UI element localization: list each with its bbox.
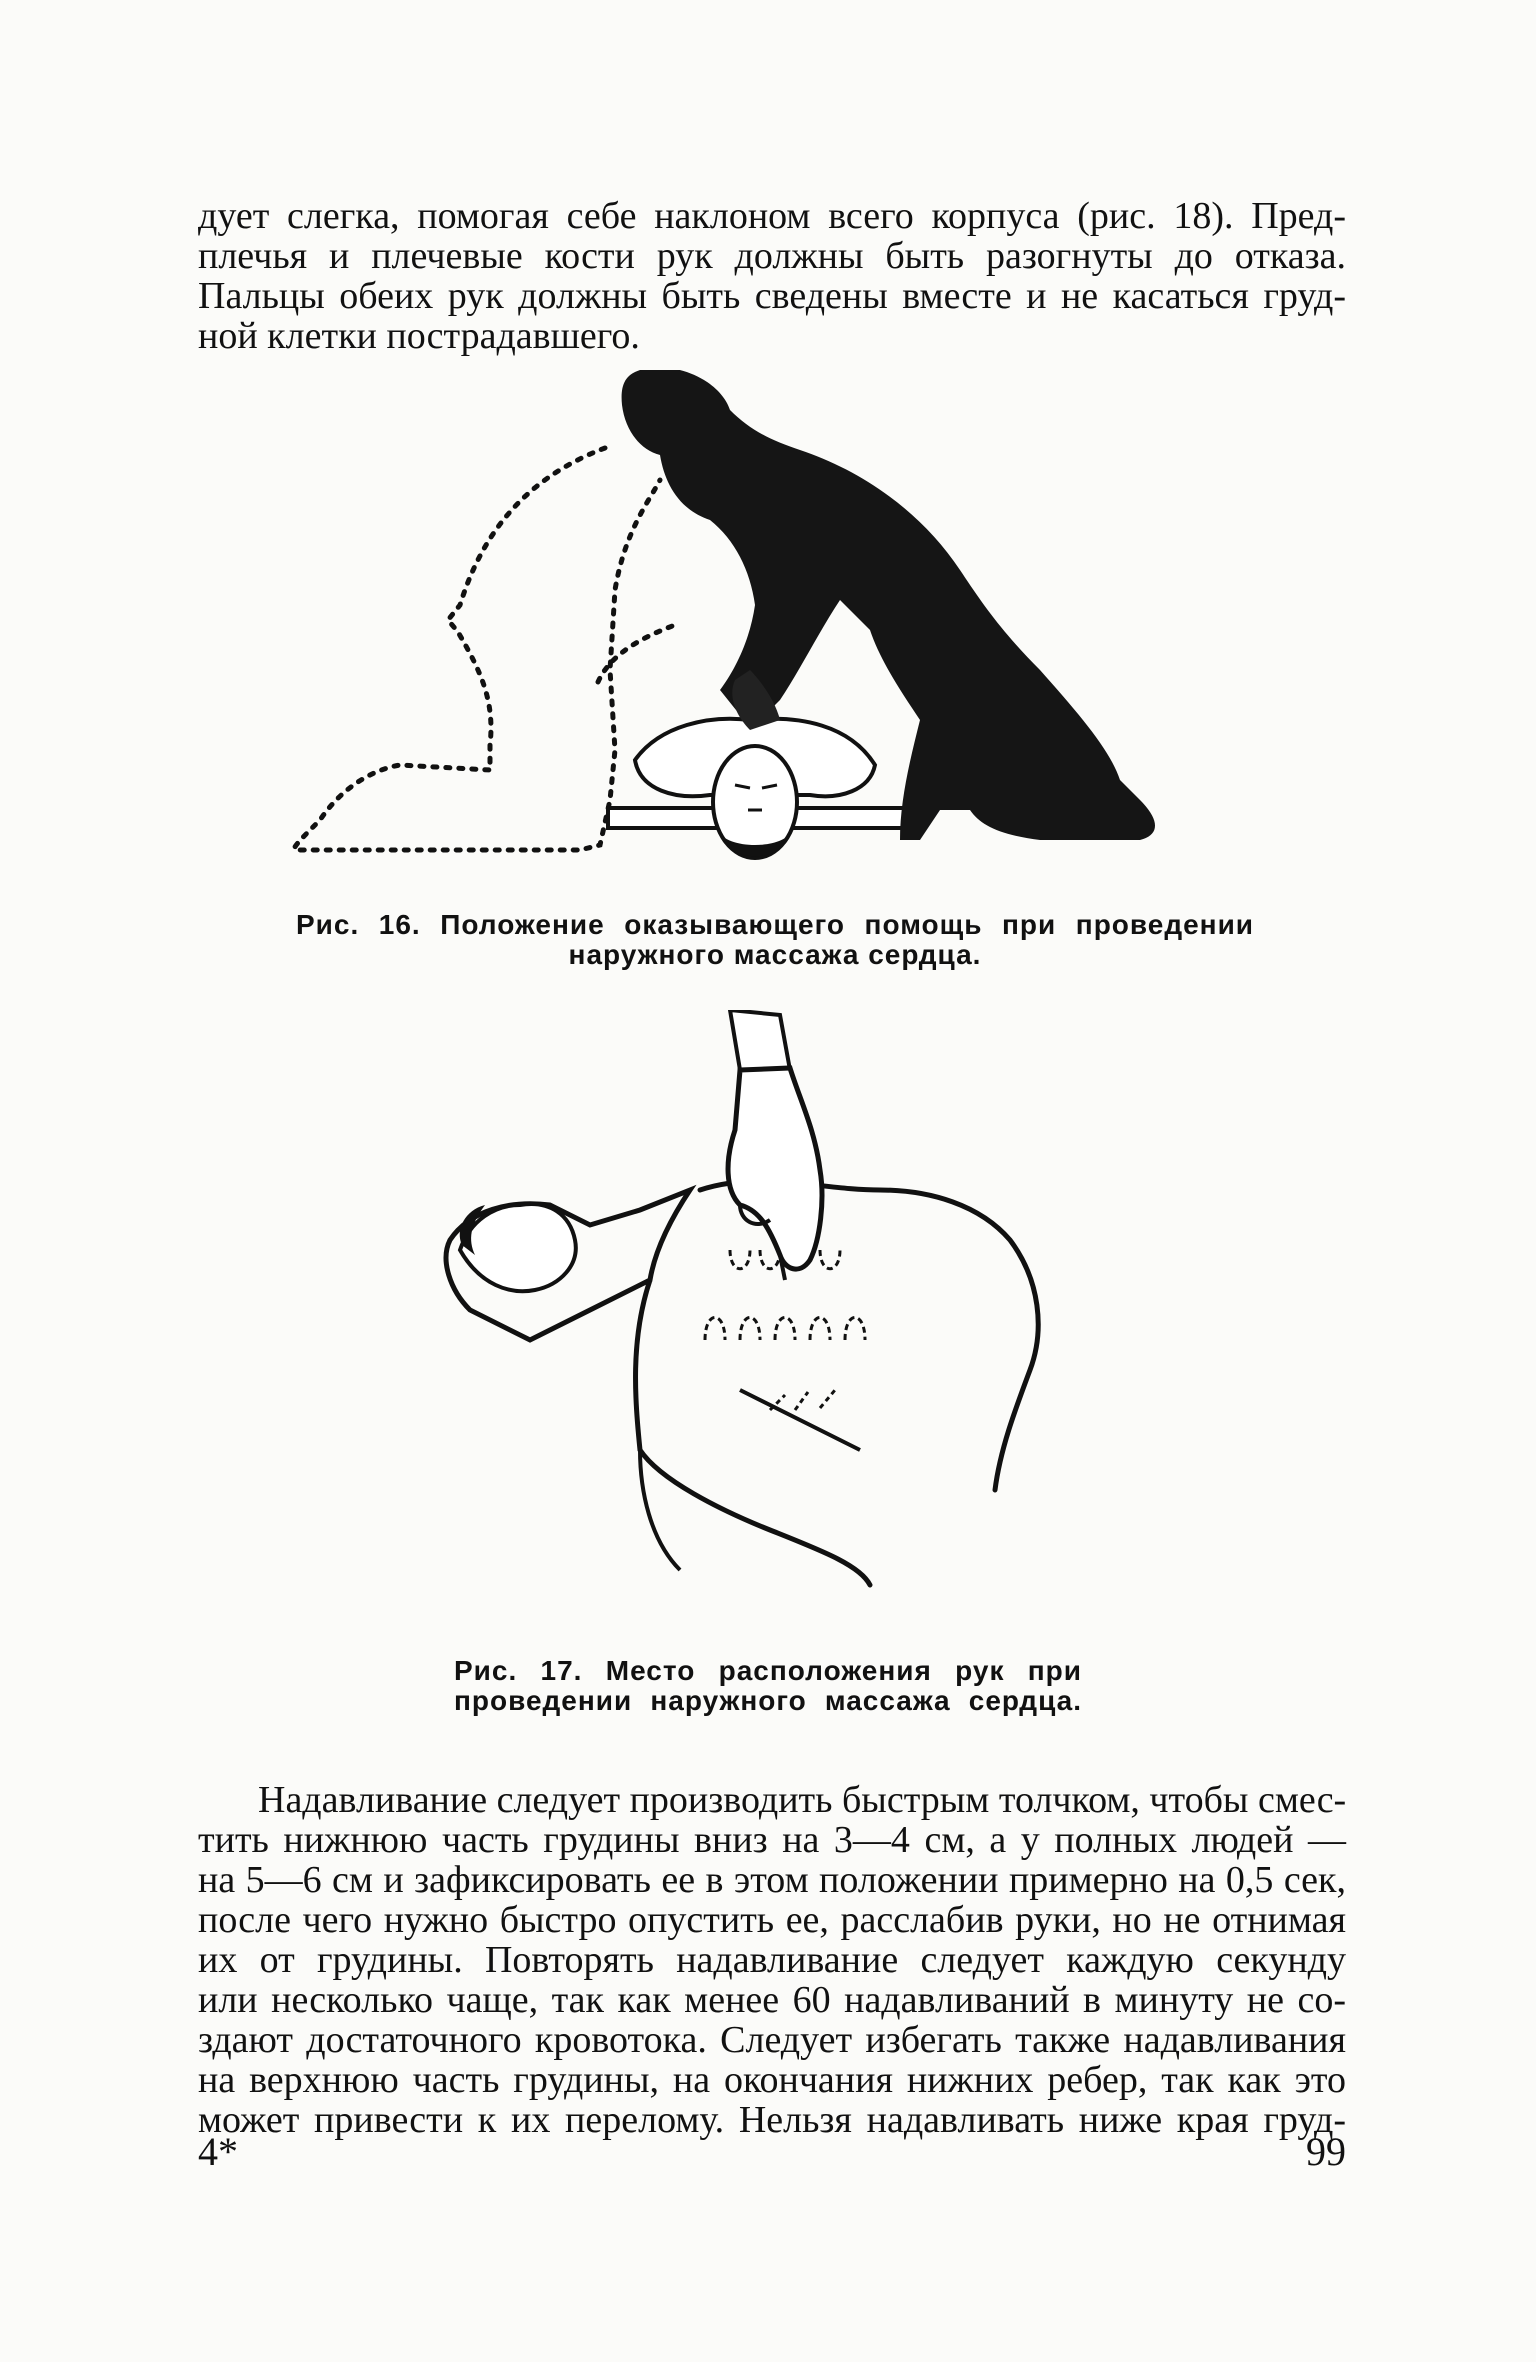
- victim-back-outline: [700, 1181, 1038, 1490]
- ribs-lower: [705, 1318, 865, 1341]
- paragraph-top: [198, 196, 1346, 356]
- text-line: или несколько чаще, так как менее 60 надавливаний в минуту не со-: [198, 1979, 1346, 2021]
- helper-dotted-outline: [294, 448, 660, 850]
- rescuer-sleeve: [730, 1010, 790, 1070]
- caption-line: наружного массажа сердца.: [568, 939, 982, 970]
- text-line: Надавливание следует производить быстрым толчком, чтобы смес-: [258, 1779, 1347, 1821]
- ribs-marks: [770, 1390, 835, 1410]
- caption-line: Рис. 16. Положение оказывающего помощь при проведении: [296, 909, 1254, 940]
- text-line: дует слегка, помогая себе наклоном всего корпуса (рис. 18). Пред-: [198, 195, 1346, 237]
- text-line: может привести к их перелому. Нельзя надавливать ниже края груд-: [198, 2099, 1346, 2141]
- paragraph-bottom: [198, 1780, 1346, 2140]
- text-line: Пальцы обеих рук должны быть сведены вместе и не касаться груд-: [198, 275, 1346, 317]
- caption-line: Рис. 17. Место расположения рук при: [454, 1655, 1082, 1686]
- text-line: здают достаточного кровотока. Следует избегать также надавливания: [198, 2019, 1346, 2061]
- rescuer-hand: [728, 1068, 822, 1269]
- signature-mark: 4*: [198, 2129, 238, 2174]
- figure-17-caption: [454, 1656, 1082, 1716]
- text-line: ной клетки пострадавшего.: [198, 315, 640, 357]
- figure-16-caption: [296, 910, 1254, 970]
- text-line: их от грудины. Повторять надавливание следует каждую секунду: [198, 1939, 1346, 1981]
- page-number: 99: [1306, 2129, 1346, 2174]
- caption-line: проведении наружного массажа сердца.: [454, 1685, 1082, 1716]
- text-line: на 5—6 см и зафиксировать ее в этом положении примерно на 0,5 сек,: [198, 1859, 1346, 1901]
- figure-17-illustration: [440, 1010, 1120, 1630]
- text-line: на верхнюю часть грудины, на окончания нижних ребер, так как это: [198, 2059, 1346, 2101]
- text-line: плечья и плечевые кости рук должны быть разогнуты до отказа.: [198, 235, 1346, 277]
- text-line: тить нижнюю часть грудины вниз на 3—4 см, а у полных людей —: [198, 1819, 1346, 1861]
- figure-16-illustration: [280, 370, 1280, 890]
- text-line: после чего нужно быстро опустить ее, расслабив руки, но не отнимая: [198, 1899, 1346, 1941]
